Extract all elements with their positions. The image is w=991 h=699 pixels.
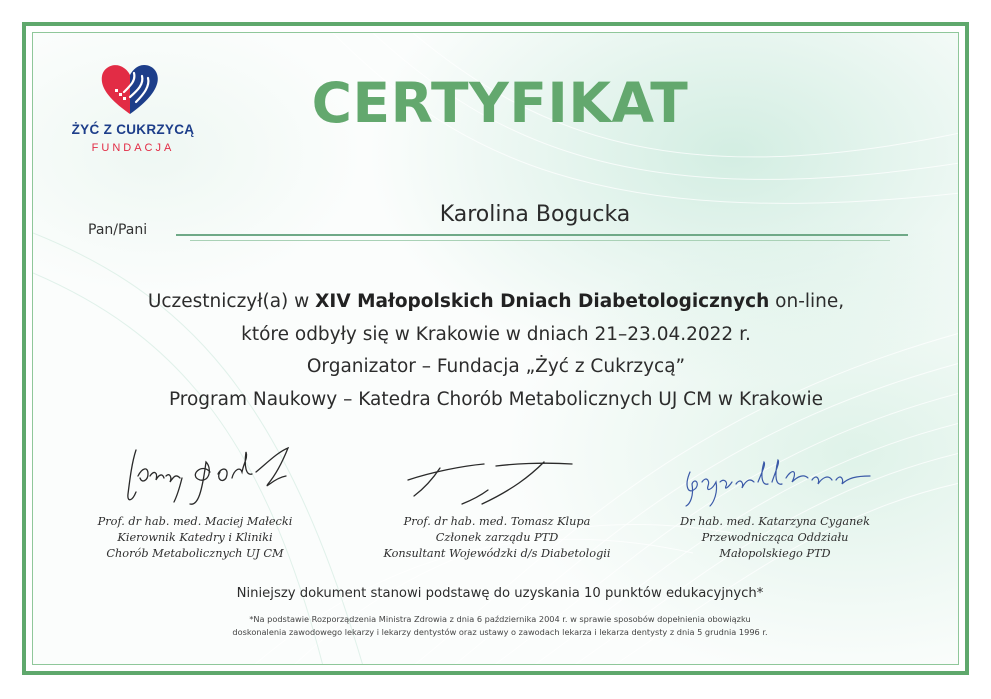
footnote-line-1: *Na podstawie Rozporządzenia Ministra Zdrowia z dnia 6 października 2004 r. w sprawie sposobów dopełnienia obowiązku [249,614,751,624]
recipient-name: Karolina Bogucka [439,202,631,227]
signatory-3-role: Przewodnicząca Oddziału [701,531,849,544]
certificate-title: CERTYFIKAT [311,71,689,135]
signatory-3-dept: Małopolskiego PTD [719,547,831,560]
body-line-1-pre: Uczestniczył(a) w [147,291,316,312]
body-line-4: Program Naukowy – Katedra Chorób Metabolicznych UJ CM w Krakowie [168,388,824,410]
body-line-1-post: on-line, [769,291,845,312]
certificate-body [100,286,892,416]
signatory-2-dept: Konsultant Wojewódzki d/s Diabetologii [383,547,611,560]
event-name: XIV Małopolskich Dniach Diabetologicznych [315,291,770,312]
signatory-1 [70,514,320,562]
body-line-3: Organizator – Fundacja „Żyć z Cukrzycą” [306,356,686,377]
heart-logo-icon [100,62,160,116]
signatory-2 [368,514,626,562]
signature-malecki [118,432,308,510]
signatory-2-role: Członek zarządu PTD [435,531,559,544]
signatory-3-name: Dr hab. med. Katarzyna Cyganek [680,515,870,528]
logo-subtitle: FUNDACJA [91,142,175,154]
signatory-1-name: Prof. dr hab. med. Maciej Małecki [97,515,293,528]
name-underline [176,234,908,236]
logo-name: ŻYĆ Z CUKRZYCĄ [71,122,195,137]
body-line-2: które odbyły się w Krakowie w dniach 21–23.04.2022 r. [241,323,751,345]
signature-cyganek [680,452,885,510]
signature-klupa [402,450,592,512]
education-points-note: Niniejszy dokument stanowi podstawę do uzyskania 10 punktów edukacyjnych* [236,586,764,601]
salutation-label: Pan/Pani [88,222,148,238]
signatory-3 [662,514,888,562]
footnote-line-2: doskonalenia zawodowego lekarzy i lekarzy dentystów oraz ustawy o zawodach lekarza i lekarza dentysty z dnia 5 grudnia 1996 r. [232,627,768,637]
name-underline-secondary [190,240,890,241]
signatory-1-role: Kierownik Katedry i Kliniki [117,531,273,544]
signatory-2-name: Prof. dr hab. med. Tomasz Klupa [403,515,591,528]
legal-footnote [120,613,880,639]
body-line-1 [100,286,892,319]
signatory-1-dept: Chorób Metabolicznych UJ CM [106,547,284,560]
